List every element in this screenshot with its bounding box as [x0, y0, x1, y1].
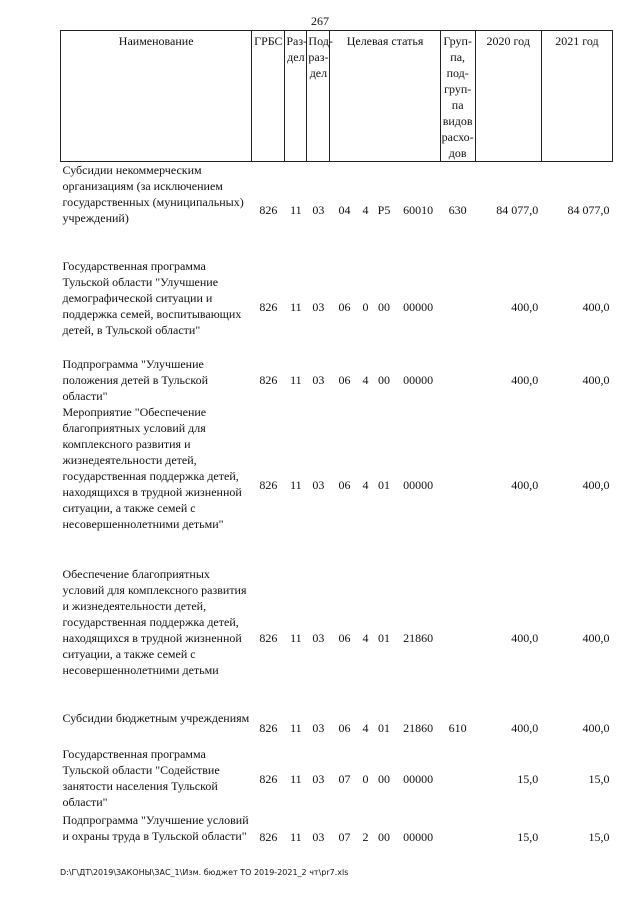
table-header	[61, 31, 613, 162]
row-measure-code: 01	[378, 477, 391, 492]
row-value-2020: 400,0	[511, 299, 539, 314]
row-podrazdel: 03	[312, 720, 325, 735]
row-program-code: 06	[338, 477, 351, 492]
row-measure-code: 01	[378, 720, 391, 735]
table-row	[61, 356, 613, 404]
row-subprogram-code: 4	[362, 202, 369, 217]
row-direction-code: 00000	[403, 477, 434, 492]
row-measure-code: 01	[378, 630, 391, 645]
row-value-2020: 84 077,0	[496, 202, 539, 217]
header-podrazdel: Под-раз-дел	[307, 31, 330, 162]
row-subprogram-code: 0	[362, 771, 369, 786]
row-value-2021: 15,0	[588, 771, 610, 786]
row-group	[440, 258, 475, 356]
row-group	[440, 566, 475, 710]
row-razdel: 11	[290, 630, 302, 645]
footer-file-path: D:\Г\ДТ\2019\ЗАКОНЫ\ЗАС_1\Изм. бюджет ТО 2019-2021_2 чт\pr7.xls	[60, 868, 349, 877]
table-row	[61, 258, 613, 356]
row-podrazdel: 03	[312, 771, 325, 786]
row-measure-code: 00	[378, 829, 391, 844]
row-podrazdel: 03	[312, 630, 325, 645]
row-value-2021: 15,0	[588, 829, 610, 844]
row-subprogram-code: 2	[362, 829, 369, 844]
row-subprogram-code: 4	[362, 630, 369, 645]
row-name: Обеспечение благоприятных условий для комплексного развития и жизнедеятельности детей, государственная поддержка детей, находящихся в трудной жизненной ситуации, а также семей с несовершеннолетними детьми	[62, 566, 247, 677]
row-subprogram-code: 4	[362, 372, 369, 387]
header-name: Наименование	[61, 31, 252, 162]
row-name: Подпрограмма "Улучшение условий и охраны труда в Тульской области"	[62, 812, 249, 843]
row-name: Государственная программа Тульской области "Улучшение демографической ситуации и поддержка семей, воспитывающих детей, в Тульской области"	[62, 258, 242, 337]
row-measure-code: 00	[378, 299, 391, 314]
table-row	[61, 710, 613, 746]
table-row	[61, 566, 613, 710]
row-group	[440, 812, 475, 862]
row-name: Государственная программа Тульской области "Содействие занятости населения Тульской области"	[62, 746, 220, 809]
row-grbs: 826	[259, 202, 278, 217]
header-year-2021: 2021 год	[541, 31, 612, 162]
row-program-code: 06	[338, 299, 351, 314]
row-direction-code: 00000	[403, 299, 434, 314]
row-name: Субсидии бюджетным учреждениям	[62, 710, 250, 725]
row-grbs: 826	[259, 299, 278, 314]
row-direction-code: 21860	[403, 720, 434, 735]
row-razdel: 11	[290, 202, 302, 217]
row-value-2020: 400,0	[511, 477, 539, 492]
table-row	[61, 746, 613, 812]
row-direction-code: 21860	[403, 630, 434, 645]
row-podrazdel: 03	[312, 829, 325, 844]
row-measure-code: 00	[378, 372, 391, 387]
row-razdel: 11	[290, 720, 302, 735]
row-razdel: 11	[290, 829, 302, 844]
row-subprogram-code: 4	[362, 477, 369, 492]
row-value-2020: 15,0	[517, 771, 539, 786]
row-direction-code: 60010	[403, 202, 434, 217]
row-grbs: 826	[259, 829, 278, 844]
row-group	[440, 404, 475, 566]
row-grbs: 826	[259, 477, 278, 492]
row-name: Подпрограмма "Улучшение положения детей в Тульской области"	[62, 356, 208, 403]
row-razdel: 11	[290, 372, 302, 387]
row-value-2020: 400,0	[511, 372, 539, 387]
row-value-2021: 400,0	[582, 630, 610, 645]
table-row	[61, 162, 613, 258]
row-grbs: 826	[259, 720, 278, 735]
row-program-code: 07	[338, 829, 351, 844]
row-program-code: 07	[338, 771, 351, 786]
row-value-2021: 84 077,0	[567, 202, 610, 217]
row-value-2021: 400,0	[582, 720, 610, 735]
header-grbs: ГРБС	[252, 31, 285, 162]
row-podrazdel: 03	[312, 202, 325, 217]
header-target-article: Целевая статья	[330, 31, 440, 162]
row-program-code: 04	[338, 202, 351, 217]
row-direction-code: 00000	[403, 771, 434, 786]
row-measure-code: P5	[377, 202, 391, 217]
row-group: 630	[448, 202, 467, 217]
row-program-code: 06	[338, 720, 351, 735]
row-grbs: 826	[259, 372, 278, 387]
row-value-2020: 400,0	[511, 630, 539, 645]
row-grbs: 826	[259, 771, 278, 786]
row-razdel: 11	[290, 771, 302, 786]
row-subprogram-code: 0	[362, 299, 369, 314]
row-razdel: 11	[290, 299, 302, 314]
row-grbs: 826	[259, 630, 278, 645]
row-group	[440, 356, 475, 404]
row-direction-code: 00000	[403, 829, 434, 844]
row-podrazdel: 03	[312, 477, 325, 492]
row-value-2021: 400,0	[582, 299, 610, 314]
table-row	[61, 404, 613, 566]
row-value-2021: 400,0	[582, 372, 610, 387]
row-measure-code: 00	[378, 771, 391, 786]
row-program-code: 06	[338, 630, 351, 645]
row-group: 610	[448, 720, 467, 735]
row-podrazdel: 03	[312, 299, 325, 314]
row-value-2021: 400,0	[582, 477, 610, 492]
table-row	[61, 812, 613, 862]
row-subprogram-code: 4	[362, 720, 369, 735]
page-number: 267	[311, 14, 329, 28]
row-razdel: 11	[290, 477, 302, 492]
header-group: Груп-па, под-груп-па видов расхо-дов	[440, 31, 475, 162]
header-year-2020: 2020 год	[475, 31, 541, 162]
row-group	[440, 746, 475, 812]
row-program-code: 06	[338, 372, 351, 387]
row-podrazdel: 03	[312, 372, 325, 387]
row-value-2020: 400,0	[511, 720, 539, 735]
header-razdel: Раз-дел	[285, 31, 307, 162]
row-name: Субсидии некоммерческим организациям (за исключением государственных (муниципальных) учреждений)	[62, 163, 244, 225]
row-value-2020: 15,0	[517, 829, 539, 844]
row-direction-code: 00000	[403, 372, 434, 387]
row-name: Мероприятие "Обеспечение благоприятных условий для комплексного развития и жизнедеятельности детей, государственная поддержка детей, находящихся в трудной жизненной ситуации, а также семей с несовершеннолетними детьми"	[62, 404, 242, 531]
budget-table	[60, 30, 613, 862]
